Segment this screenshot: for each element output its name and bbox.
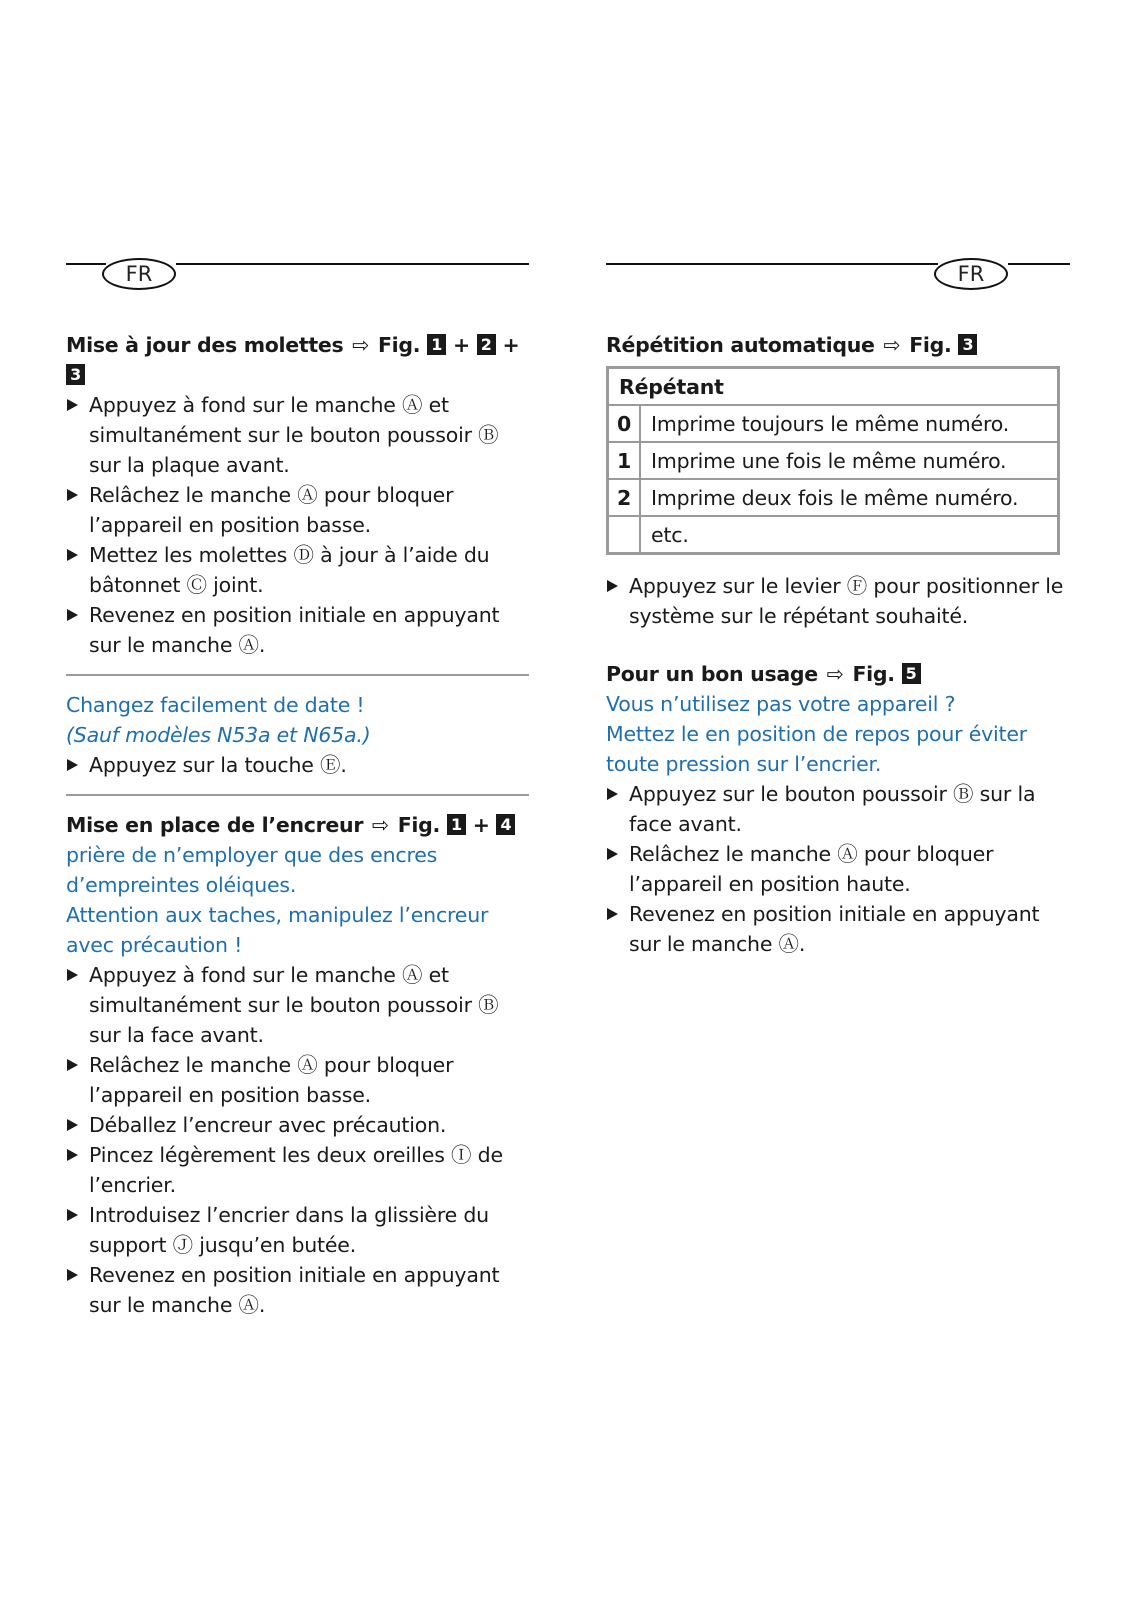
arrow-right-icon: ⇨ [826,662,844,686]
header-rule [606,263,938,265]
fig-number-badge: 2 [477,334,496,355]
header-rule [66,263,106,265]
section-divider [66,794,529,796]
fig-number-badge: 3 [66,364,85,385]
note-text: (Sauf modèles N53a et N65a.) [66,723,371,747]
note-text: prière de n’employer que des encres d’empreintes oléiques. [66,843,438,897]
section-date [66,690,529,780]
step-item: Revenez en position initiale en appuyant sur le manche Ⓐ. [606,899,1076,959]
section-spacer [606,631,1076,659]
fig-number-badge: 1 [427,334,446,355]
section-title: Mise en place de l’encreur ⇨ Fig. 1 + 4 [66,810,529,840]
table-cell-num: 1 [608,442,641,479]
step-item: Appuyez à fond sur le manche Ⓐ et simultanément sur le bouton poussoir Ⓑ sur la face avant. [66,960,529,1050]
table-cell-num: 0 [608,405,641,442]
section-bon-usage [606,659,1076,959]
fig-number-badge: 4 [496,814,515,835]
step-list [606,571,1076,631]
table-cell-num [608,516,641,554]
note-text: Changez facilement de date ! [66,693,365,717]
language-badge: FR [102,258,176,290]
arrow-right-icon: ⇨ [371,813,389,837]
section-molettes [66,330,529,660]
table-header-row [608,368,1059,406]
table-cell-text: Imprime une fois le même numéro. [640,442,1059,479]
section-title: Mise à jour des molettes ⇨ Fig. 1 + 2 + 3 [66,330,529,390]
fig-number-badge: 1 [447,814,466,835]
note-text: Mettez le en position de repos pour éviter toute pression sur l’encrier. [606,722,1028,776]
step-item: Déballez l’encreur avec précaution. [66,1110,529,1140]
table-row [608,405,1059,442]
step-item: Introduisez l’encrier dans la glissière du support Ⓙ jusqu’en butée. [66,1200,529,1260]
arrow-right-icon: ⇨ [352,333,370,357]
note-text: Attention aux taches, manipulez l’encreur avec précaution ! [66,903,489,957]
fig-number-badge: 5 [902,663,921,684]
fig-number-badge: 3 [958,334,977,355]
step-list [606,779,1076,959]
step-item: Mettez les molettes Ⓓ à jour à l’aide du bâtonnet Ⓒ joint. [66,540,529,600]
table-row [608,479,1059,516]
section-title: Répétition automatique ⇨ Fig. 3 [606,330,1076,360]
step-item: Appuyez sur la touche Ⓔ. [66,750,529,780]
table-row [608,516,1059,554]
header-rule [176,263,529,265]
right-column [606,330,1076,959]
step-list [66,390,529,660]
table-cell-text: Imprime deux fois le même numéro. [640,479,1059,516]
step-item: Revenez en position initiale en appuyant sur le manche Ⓐ. [66,600,529,660]
step-item: Relâchez le manche Ⓐ pour bloquer l’appareil en position basse. [66,1050,529,1110]
table-cell-text: Imprime toujours le même numéro. [640,405,1059,442]
table-cell-num: 2 [608,479,641,516]
note-text: Vous n’utilisez pas votre appareil ? [606,692,956,716]
header-right [606,258,1070,294]
language-badge: FR [934,258,1008,290]
step-item: Pincez légèrement les deux oreilles Ⓘ de l’encrier. [66,1140,529,1200]
step-list [66,960,529,1320]
header-rule [1008,263,1070,265]
step-item: Appuyez sur le bouton poussoir Ⓑ sur la face avant. [606,779,1076,839]
section-repetition [606,330,1076,631]
step-item: Revenez en position initiale en appuyant sur le manche Ⓐ. [66,1260,529,1320]
repetant-table [606,366,1060,555]
section-title: Pour un bon usage ⇨ Fig. 5 [606,659,1076,689]
step-item: Appuyez sur le levier Ⓕ pour positionner le système sur le répétant souhaité. [606,571,1076,631]
header-left [66,258,529,294]
step-item: Appuyez à fond sur le manche Ⓐ et simultanément sur le bouton poussoir Ⓑ sur la plaque avant. [66,390,529,480]
step-list [66,750,529,780]
table-row [608,442,1059,479]
table-header: Répétant [608,368,1059,406]
step-item: Relâchez le manche Ⓐ pour bloquer l’appareil en position haute. [606,839,1076,899]
section-encreur [66,810,529,1320]
step-item: Relâchez le manche Ⓐ pour bloquer l’appareil en position basse. [66,480,529,540]
arrow-right-icon: ⇨ [883,333,901,357]
table-cell-text: etc. [640,516,1059,554]
section-divider [66,674,529,676]
left-column [66,330,529,1320]
